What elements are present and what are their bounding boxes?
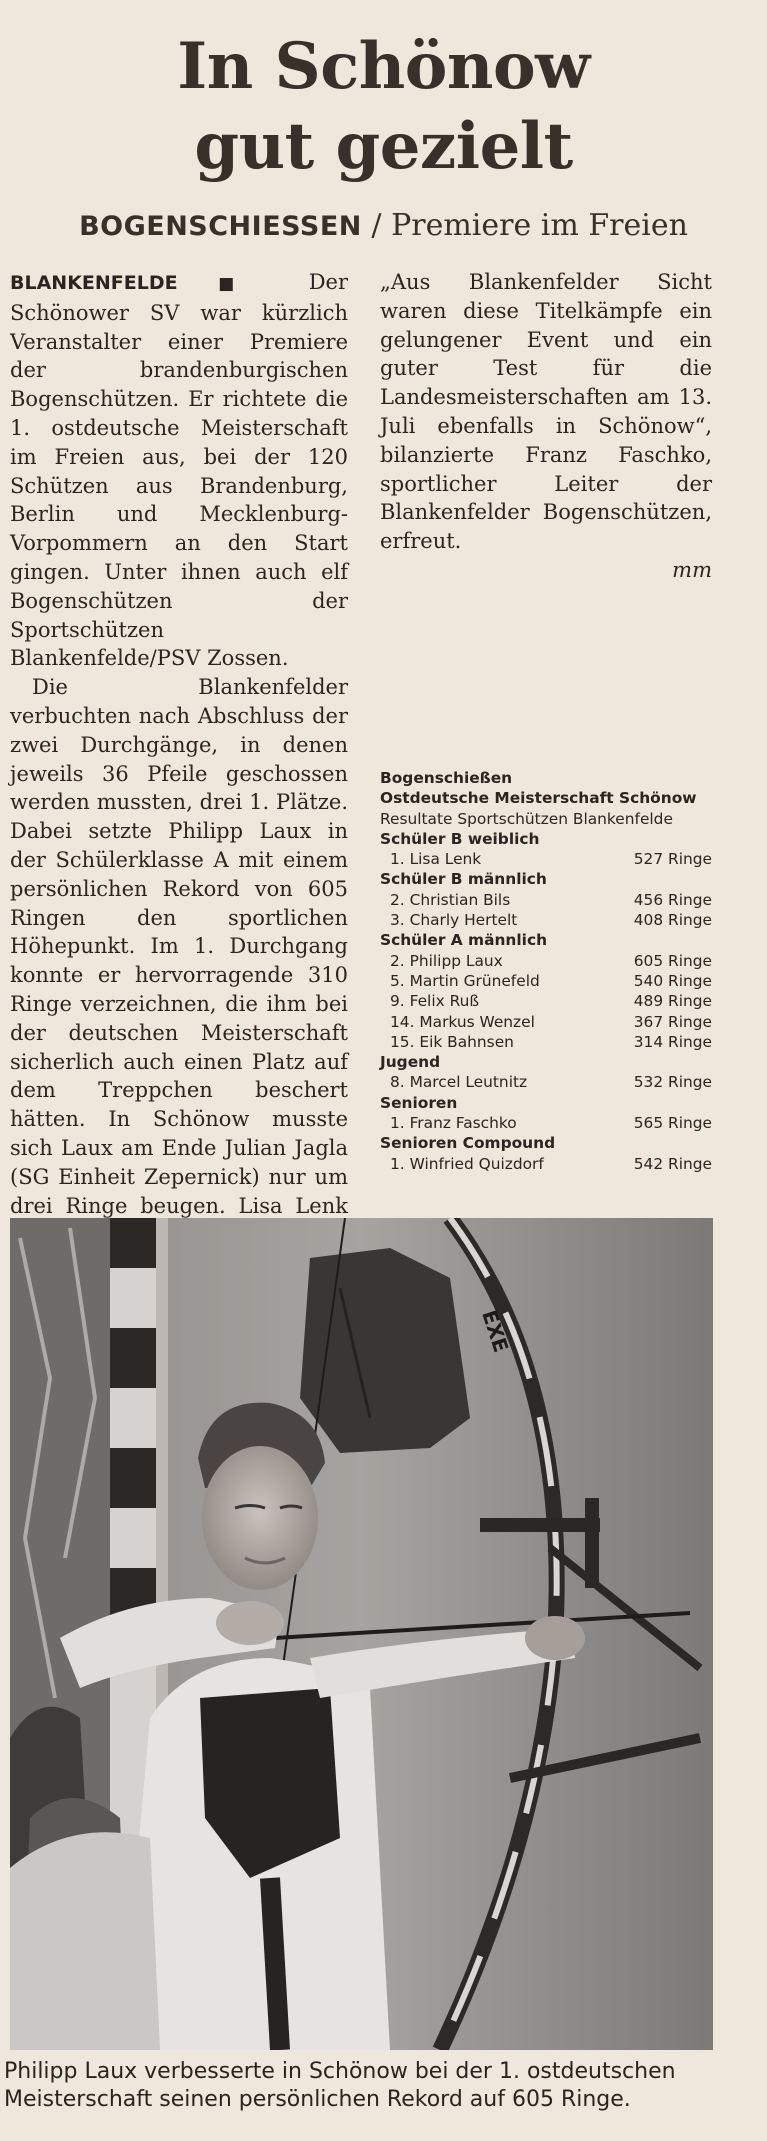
result-score: 314 Ringe: [633, 1032, 712, 1051]
results-row: [380, 849, 712, 869]
results-row: [380, 991, 712, 1011]
results-club: Resultate Sportschützen Blankenfelde: [380, 809, 673, 828]
results-row: [380, 1113, 712, 1133]
results-category: Senioren Compound: [380, 1134, 556, 1153]
results-row: [380, 1012, 712, 1032]
subhead-separator: /: [361, 208, 392, 243]
results-category: Jugend: [380, 1053, 441, 1072]
result-athlete: 3. Charly Hertelt: [390, 911, 518, 930]
subhead-text: Premiere im Freien: [391, 208, 688, 243]
results-row: [380, 1032, 712, 1052]
result-score: 565 Ringe: [633, 1114, 712, 1133]
result-athlete: 2. Christian Bils: [390, 890, 511, 909]
author-signature: mm: [672, 557, 712, 582]
paragraph-3-text: „Aus Blankenfelder Sicht waren diese Titelkämpfe ein gelungener Event und ein guter Test für die Landesmeisterschaften am 13. Juli ebenfalls in Schönow“, bilanzierte Franz Faschko, sportlicher Leiter der Blankenfelder Bogenschützen, erfreut.: [380, 270, 712, 554]
archer-photo: [10, 1218, 713, 2050]
results-category: Schüler A männlich: [380, 931, 548, 950]
results-row: [380, 971, 712, 991]
subheadline: [0, 206, 767, 247]
result-score: 456 Ringe: [633, 890, 712, 909]
result-athlete: 15. Eik Bahnsen: [390, 1032, 514, 1051]
result-athlete: 8. Marcel Leutnitz: [390, 1073, 528, 1092]
dateline-square: ■: [218, 274, 269, 294]
results-row: [380, 951, 712, 971]
result-athlete: 1. Lisa Lenk: [390, 850, 482, 869]
article-paragraph-3: [380, 268, 712, 585]
article-lead-paragraph: [10, 268, 348, 673]
results-list: [380, 829, 712, 1174]
photo-caption: Philipp Laux verbesserte in Schönow bei der 1. ostdeutschen Meisterschaft seinen persönlichen Rekord auf 605 Ringe.: [4, 2059, 676, 2112]
photo-illustration: [10, 1218, 713, 2050]
results-title: Bogenschießen: [380, 769, 513, 787]
result-athlete: 9. Felix Ruß: [390, 992, 480, 1011]
results-row: [380, 1072, 712, 1092]
results-category: Senioren: [380, 1093, 458, 1112]
bow-brand-label: EXE: [477, 1307, 514, 1356]
result-athlete: 2. Philipp Laux: [390, 951, 503, 970]
result-athlete: 1. Winfried Quizdorf: [390, 1154, 544, 1173]
results-event: Ostdeutsche Meisterschaft Schönow: [380, 789, 697, 808]
result-score: 532 Ringe: [633, 1073, 712, 1092]
result-score: 540 Ringe: [633, 971, 712, 990]
result-score: 527 Ringe: [633, 850, 712, 869]
lead-text: Der Schönower SV war kürzlich Veranstalter einer Premiere der brandenburgischen Bogenschützen. Er richtete die 1. ostdeutsche Meisterschaft im Freien aus, bei der 120 Schützen aus Brandenburg, Berlin und Mecklenburg-Vorpommern an den Start gingen. Unter ihnen auch elf Bogenschützen der Sportschützen Blankenfelde/PSV Zossen.: [10, 270, 348, 671]
result-score: 367 Ringe: [633, 1012, 712, 1031]
results-row: [380, 890, 712, 910]
results-category: Schüler B männlich: [380, 870, 547, 889]
article-column-right: [380, 268, 712, 585]
result-score: 542 Ringe: [633, 1154, 712, 1173]
result-score: 489 Ringe: [633, 992, 712, 1011]
dateline: BLANKENFELDE: [10, 272, 178, 294]
headline-line-2: gut gezielt: [194, 109, 573, 184]
results-row: [380, 910, 712, 930]
results-box: [380, 768, 712, 1174]
result-score: 408 Ringe: [633, 911, 712, 930]
subhead-kicker: BOGENSCHIESSEN: [79, 211, 362, 242]
results-category: Schüler B weiblich: [380, 829, 540, 848]
result-score: 605 Ringe: [633, 951, 712, 970]
result-athlete: 14. Markus Wenzel: [390, 1012, 535, 1031]
result-athlete: 5. Martin Grünefeld: [390, 971, 540, 990]
results-row: [380, 1154, 712, 1174]
result-athlete: 1. Franz Faschko: [390, 1114, 517, 1133]
headline-line-1: In Schönow: [177, 29, 590, 104]
article-paragraph-2: Die Blankenfelder verbuchten nach Abschluss der zwei Durchgänge, in denen jeweils 36 Pfeile geschossen werden mussten, drei 1. Plätze. Dabei setzte Philipp Laux in der Schülerklasse A mit einem persönlichen Rekord von 605 Ringen den sportlichen Höhepunkt. Im 1. Durchgang konnte er hervorragende 310 Ringe verzeichnen, die ihm bei der deutschen Meisterschaft sicherlich auch einen Platz auf dem Treppchen beschert hätten. In Schönow musste sich Laux am Ende Julian Jagla (SG Einheit Zepernick) nur um drei Ringe beugen. Lisa Lenk: [10, 675, 348, 1218]
